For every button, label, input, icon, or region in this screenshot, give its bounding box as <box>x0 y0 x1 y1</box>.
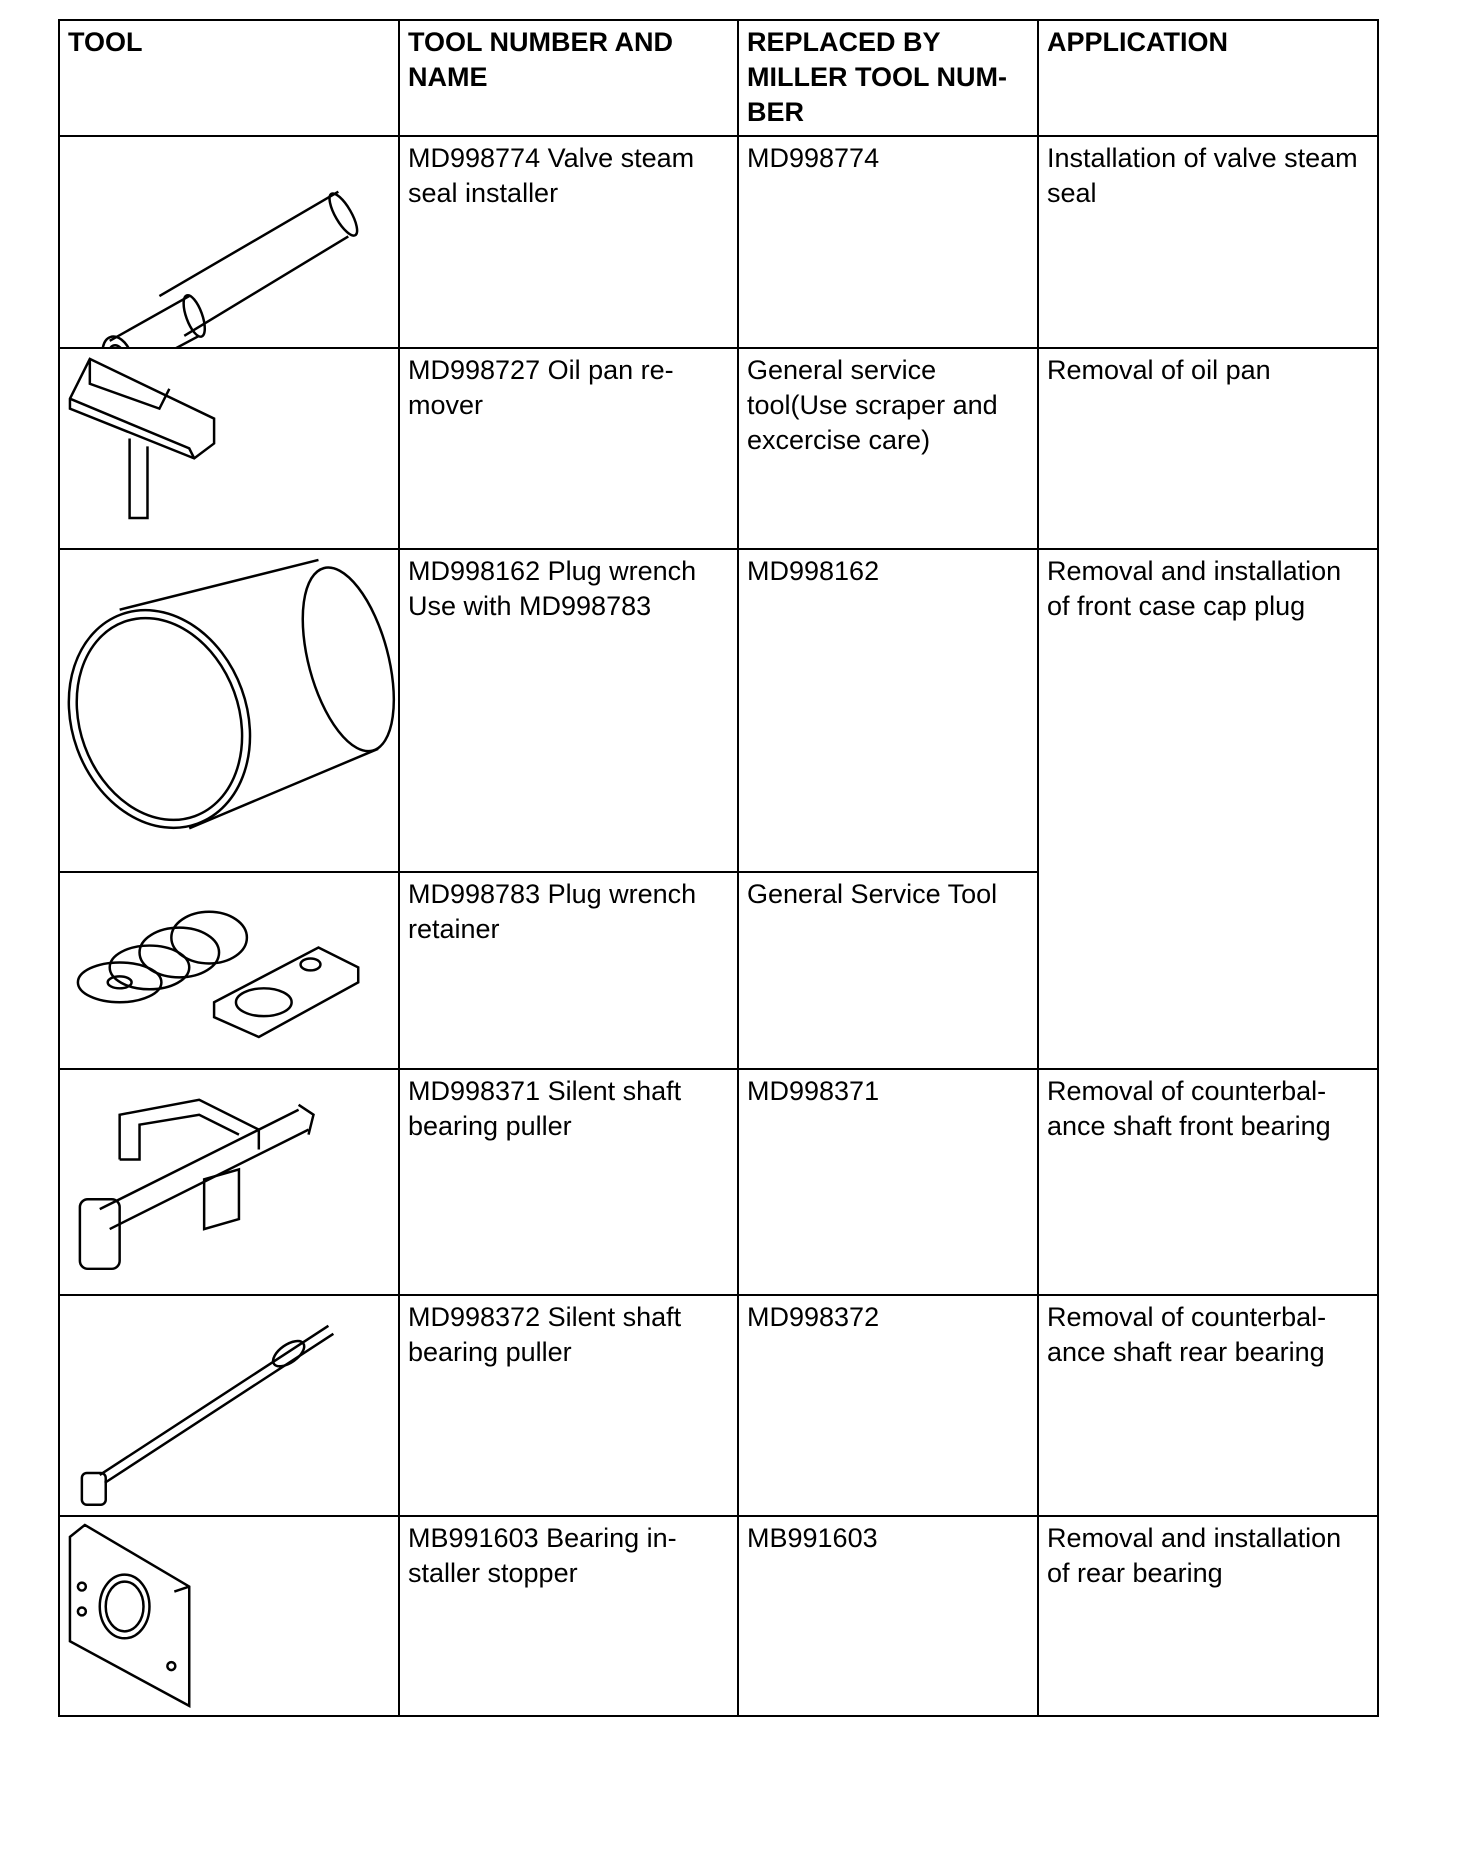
application: Removal of oil pan <box>1038 348 1378 549</box>
replaced-by: MB991603 <box>738 1516 1038 1716</box>
tool-name: MB991603 Bearing in-staller stopper <box>399 1516 738 1716</box>
oil-pan-remover-icon <box>59 348 399 549</box>
header-tool-number-name: TOOL NUMBER AND NAME <box>399 20 738 136</box>
header-replaced-by: REPLACED BY MILLER TOOL NUM-BER <box>738 20 1038 136</box>
bearing-puller-front-icon <box>59 1069 399 1295</box>
replaced-by: General Service Tool <box>738 872 1038 1070</box>
table-row <box>59 1516 1378 1716</box>
replaced-by: MD998162 <box>738 549 1038 872</box>
special-tools-table <box>58 19 1379 1717</box>
table-row <box>59 136 1378 348</box>
plug-wrench-retainer-icon <box>59 872 399 1070</box>
replaced-by: MD998372 <box>738 1295 1038 1516</box>
header-tool: TOOL <box>59 20 399 136</box>
tool-name: MD998372 Silent shaft bearing puller <box>399 1295 738 1516</box>
bearing-puller-rear-icon <box>59 1295 399 1516</box>
application: Removal of counterbal-ance shaft front bearing <box>1038 1069 1378 1295</box>
plug-wrench-icon <box>59 549 399 872</box>
application: Removal of counterbal-ance shaft rear bearing <box>1038 1295 1378 1516</box>
tool-name: MD998727 Oil pan re-mover <box>399 348 738 549</box>
tool-name: MD998162 Plug wrench Use with MD998783 <box>399 549 738 872</box>
table-row <box>59 348 1378 549</box>
replaced-by: General service tool(Use scraper and excercise care) <box>738 348 1038 549</box>
application: Removal and installation of rear bearing <box>1038 1516 1378 1716</box>
header-row <box>59 20 1378 136</box>
application: Installation of valve steam seal <box>1038 136 1378 348</box>
table-row <box>59 1069 1378 1295</box>
tool-name: MD998774 Valve steam seal installer <box>399 136 738 348</box>
table-row <box>59 549 1378 872</box>
application: Removal and installation of front case cap plug <box>1038 549 1378 1070</box>
replaced-by: MD998774 <box>738 136 1038 348</box>
replaced-by: MD998371 <box>738 1069 1038 1295</box>
tool-name: MD998783 Plug wrench retainer <box>399 872 738 1070</box>
header-application: APPLICATION <box>1038 20 1378 136</box>
valve-stem-seal-installer-icon <box>59 136 399 348</box>
tool-name: MD998371 Silent shaft bearing puller <box>399 1069 738 1295</box>
table-row <box>59 1295 1378 1516</box>
bearing-installer-stopper-icon <box>59 1516 399 1716</box>
